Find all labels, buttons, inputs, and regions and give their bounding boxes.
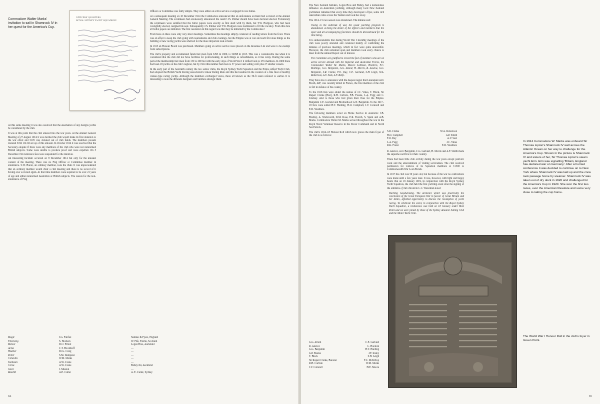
table-cell: C.T. Brockhoff <box>59 346 75 350</box>
paragraph: R. Anslow, A.O. Benjamin, C.G. Garland, H. Morris and A.F. Smith made the supreme sacrifice for their country. <box>387 150 464 157</box>
paragraph: At a subsequent meeting on 10 December 1914 the Commodore announced that an unfortunate accident had occurred at the Annual General Meeting. The scrutineers had erroneously announced the result! J.S. Palmer should have been declared elected. Fortunately the scrutineers were satisfied that the ballot papers were exactly as first dealt with by them, but T.W. Hodgson, who had been wrongfully elected, resigned his seat. Subsequently J.S. Palmer and T.W. Hodgson were nominated to fill the vacancy. From this date all ballot papers are initialled. The first resolution in this regard was that they be initialled by the Commodore! <box>150 14 290 32</box>
member-name: L. Hordern <box>367 344 379 348</box>
member-name: L.A. Fagg <box>387 140 398 144</box>
table-row <box>8 371 208 375</box>
member-name: R.H. Carlisle <box>309 362 323 365</box>
table-cell: Janet <box>8 367 14 371</box>
quoted-minute: Owing to the outbreak of war, the usual yachting program is abandoned. A being the desire of the officers and members that the sport and all accompanying functions should be discontinued for the time being. <box>311 23 384 37</box>
member-name: J.C. Vines <box>446 140 457 144</box>
letter-caption: Commodore Walter Marks' invitation to sail in Shamrock IV in her quest for the America's Cup. <box>8 17 58 30</box>
table-cell: A.W. Crane <box>59 364 72 367</box>
right-column-1 <box>309 4 384 139</box>
member-name: J.F. Insley <box>368 351 379 355</box>
paragraph: From here on there were only very short meetings. Sometimes the meetings simply consisted of reading letters from the front. There was an effort to keep the club going with tournaments and club evenings, but the Empire was at war and such frivolous things as the building of new racing yachts were shelved for the more important task at hand. <box>150 33 290 43</box>
paragraph: They have also to announce with the deepest regret that Lieutenant A.D. Booth, AIF, was recently killed in France, the first member of the club to fall in defence of his country. <box>309 79 384 89</box>
table-cell: S. Hordern <box>59 339 71 343</box>
quoted-report: The Committee are gratified to record the fact of members who are on active service abroad with the Imperial and Australian Forces, the Commodore Walter M. Marks, Messrs Lobbson, Hordern, F.C. Mullings, G.G. Benjamin, G.G. Allard, H. Morris, R. Anslow, G.G. Benjamin, S.R. Clarke, F.O. Day, C.E. Garland, S.H. Leigh, W.A. Robertson, A.V. Seek, A.F. Rolfe. <box>311 57 384 78</box>
paragraph: In 1915 an Honour Board was purchased. Members going on active service were placed on the Absentee List and were to be exempt from subscriptions. <box>150 44 290 52</box>
letter-heading-line-2: ROYAL SYDNEY YACHT SQUADRON <box>76 19 117 22</box>
table-cell: Dr G. Craig <box>59 350 72 353</box>
member-name: F.C. McKillop <box>364 358 379 362</box>
table-cell: Corsa <box>8 364 15 367</box>
right-column-2 <box>387 150 464 217</box>
table-cell: — <box>131 360 134 364</box>
member-name: Sir Rupert Clarke, Baronet <box>309 358 337 362</box>
table-cell: Fleetwing <box>8 339 19 343</box>
member-name: S.R. Clarke <box>387 130 400 133</box>
paragraph: In the early part of the twentieth century the two senior clubs, the Royal Sydney Yacht Squadron and the Prince Alfred Yacht Club, had adopted the British Yacht Racing Association's Linear Rating Rule and this had resulted in the creation of a fine fleet of healthy cruiser-type racing yachts. Although the members exchanged views, there all known as the 30-ft raters referred to earlier. It is interesting to note the different designers and builders amongst them. <box>150 67 290 82</box>
table-cell: Petrel <box>8 353 15 357</box>
quoted-chronicle: Yachting Goodwinning. The armistice which was practically the conclusion of the Great European War in favour of Great Britain and her Allies, afforded opportunity to discuss the resumption of yacht racing. To celebrate the event, in conjunction with the Royal Sydney Yacht Squadron, a rendezvous was held on 18 January under Bunt Point and we were joined by those of the Sydney Amateur Sailing Club and the Motor Yacht Club. <box>389 191 464 216</box>
table-cell: A. E. Cutler, Sydney <box>131 371 153 374</box>
paragraph: The club's property and accumulated funds had risen from £295 in 1900, to £2098 in 1913. This was a considerable rise when it is considered that the club did not have facilities for profit-making, in such things as refreshments, as it has today. During the same period the membership had risen from 150 to 290 but with the early days of World War I it drifted back to 235 members. In 1900 there had been 18 yachts on the club's register, but by 1914 this number had risen to 57 power and sailing craft plus 27 smaller vessels. <box>150 52 290 67</box>
member-name: H.O. Campbell <box>387 133 403 137</box>
handwriting-drawing <box>70 11 145 111</box>
table-cell: W.M. Marks <box>59 357 73 360</box>
page-number-right: 65 <box>588 394 592 398</box>
member-name: W.M. Marks <box>365 362 379 365</box>
paragraph: There had been little club activity during the war years except patriotic work and the entertainment of visiting servicemen. The club received permission for widows of its Squadron members at £1500 to Commonwealth War Loan Bonds. <box>387 158 464 172</box>
member-name: A.P. Smith <box>445 133 457 137</box>
member-name: H.E. Moore <box>366 365 379 369</box>
list-item <box>309 366 379 370</box>
invitation-letter-image <box>69 10 145 111</box>
table-cell: Culwulla <box>8 357 18 360</box>
table-cell: — <box>131 346 134 350</box>
table-cell: Meteor <box>8 343 16 346</box>
table-cell: S.M. Dempster <box>59 353 75 357</box>
table-cell: J. Muston <box>59 367 70 371</box>
paragraph: An interesting incident occurred on 8 December 1914 but only for the unusual content of the meeting. There was no Flag Officer or Committee member in attendance. S.W. Baron, an ordinary member, took the chair. It was unprecedented that an ordinary member would chair a club meeting and there is no record of it having ever occurred again. At that time members were required to be over 21 years of age and either naturalised Australian or British subjects. The reason for the non-attendance of Flag <box>8 157 96 182</box>
paragraph: It was at this point that the club entered into the war years. At the Annual General Meeting of 27 August 1914 it was decided the club would make its first donation to the war effort and £105 was donated out of club funds. The members present donated £192 10s 0d on top of this amount. In October 1914 it was resolved that the Secretary enquire if there were any members of the club who were not naturalised British subjects. Some were unable to produce proof and were expelled. On 3 December 1914 entrance fees were suspended for the duration. <box>8 132 96 156</box>
list-item <box>387 144 457 148</box>
honour-roll-photo <box>388 235 517 388</box>
member-name: A.V. Seal <box>447 137 457 140</box>
member-name: G.P. Beales <box>309 351 321 355</box>
member-name: H.T. Harding <box>365 348 379 351</box>
paragraph: To the 1916 lists were added the names of J.C. Vines, T. Black, Sir Rupert Clarke (Bart), R.H. Carlisle, F.B. Freeze, L.A. Fagg and C. Lindsay. And to those who had given their lives for the Empire. Benjamin C.E. Garland and Brotherhood G.N. Benjamin. To the 1917–18 lists were added H.T. Harding, H.O. Campbell, J.V. Cotterell and E.D. Weathers. <box>309 90 384 111</box>
member-name: E.D. Weathers <box>442 144 457 147</box>
yachts-table <box>8 336 208 375</box>
left-column-2 <box>150 10 290 83</box>
table-cell: Bailey Jnr, Auckland <box>131 364 153 367</box>
shamrock-caption: In 1914 Commodore W. Marks was onboard Sir Thomas Lipton's Shamrock IV well across the Atlantic Ocean on her way to challenge for the America's Cup. Shown in the picture is Shamrock IV and sisters of her, Sir Thomas Lipton's steam yacht Erin. Erin was signalling 'Britain, England has declared war on Germany.' After a hurried conference it was decided to continue on to New York where Shamrock IV was laid up and the crew took passage home by steamer. Shamrock IV was taken out of dry dock in 1920 and challenged for the America's Cup in 1920. She won the first two races, over the American Resolute and some very close to taking the cup home. <box>523 139 591 194</box>
table-cell: A.W. Crane <box>59 360 72 364</box>
page-number-left: 64 <box>8 394 12 398</box>
table-cell: Heather <box>8 350 17 353</box>
member-name: S.H. Leigh <box>367 355 379 358</box>
member-name: G.G. Allard <box>309 341 322 344</box>
table-cell: Magic <box>8 336 15 339</box>
table-cell: — <box>131 350 134 353</box>
table-cell: Sunbeam <box>8 360 18 364</box>
table-cell: A.E. Cutler <box>59 371 71 374</box>
member-name: C.E. Garland <box>365 341 379 344</box>
paragraph: The 1914–15 race season was abandoned. The minute read: <box>309 19 371 22</box>
paragraph: It is understandable that during World War I monthly meetings of the club were poorly attended and consisted mainly of confirming the minutes of previous meetings, which in fact were quite uneventful. However, the club remained open and members took every chance to meet from the Annual Report out of interest. <box>309 38 384 56</box>
letter-heading-line-1: OFFICERS' QUARTERS <box>76 16 101 19</box>
member-name: G.G. Benjamin <box>309 348 325 351</box>
member-name: R.K. Frater <box>387 144 399 147</box>
member-name: F.O. Day <box>387 137 397 140</box>
honour-roll-names <box>309 341 379 369</box>
table-cell: — <box>131 367 134 371</box>
table-cell: J.G. Fairfax <box>59 336 72 339</box>
honour-roll-caption: The World War I Honour Roll in the club's foyer in Green Point. <box>523 334 590 342</box>
paragraph: The following members acted on Home Service in Australia: J.B. Bradley, A. Wadsworth, D.M. Rose, E.R. French, S. Spain and A.B. Marks. Commodore Walter M. Marks served throughout the war in the Royal Naval Volunteer Reserve in the Dover Command and in North Sea Patrols. <box>309 112 384 130</box>
table-cell: — <box>131 357 134 360</box>
honour-roll-board-drawing <box>389 236 517 388</box>
roll-names-top <box>387 130 457 148</box>
member-name: T. Black <box>309 355 318 358</box>
member-name: R. Anslow <box>309 344 320 348</box>
left-page <box>0 0 299 404</box>
paragraph: The club's 1914–18 Honour Roll which now graces the main foyer of the club is as follows: <box>309 130 384 138</box>
table-cell: Rawhiti <box>8 371 17 374</box>
table-cell: W. Fife, Fairlie, Scotland <box>131 339 158 343</box>
paragraph: The New Zealand builders, Logan Bros and Bailey, had a tremendous influence on Australian yachting, although many local New Zealand yachtsmen lamented that every time they developed a flyer, some rich Australian came across the Tasman and took her away. <box>309 4 384 18</box>
paragraph: At this same meeting it was also resolved that the Asemation of any designs yachts be considered by the club. <box>8 124 96 131</box>
left-column-1 <box>8 124 96 183</box>
member-name: W.A. Robertson <box>440 130 457 133</box>
table-cell: Acma <box>8 346 14 350</box>
member-name: J.V. Cotterell <box>309 365 323 369</box>
table-cell: Logan Bros, Auckland <box>131 343 155 346</box>
table-cell: Sumner & Fyers, England <box>131 336 159 339</box>
table-cell: Dr J. Elliott <box>59 343 72 346</box>
table-cell: — <box>131 353 134 357</box>
paragraph: Officers or Committee was fairly simple. They were either on active service or engaged in war duties. <box>150 10 256 13</box>
paragraph: In 1917 the club was 50 years old, but because of the war no celebrations were made until a few years later. It was, however, with light and happy hearts that on 19 January 1919, in conjunction with the Royal Sydney Yacht Squadron, the club held the first yachting event after the signing of the armistice. (Club chronicle L.C. Waterman noted <box>387 173 464 190</box>
